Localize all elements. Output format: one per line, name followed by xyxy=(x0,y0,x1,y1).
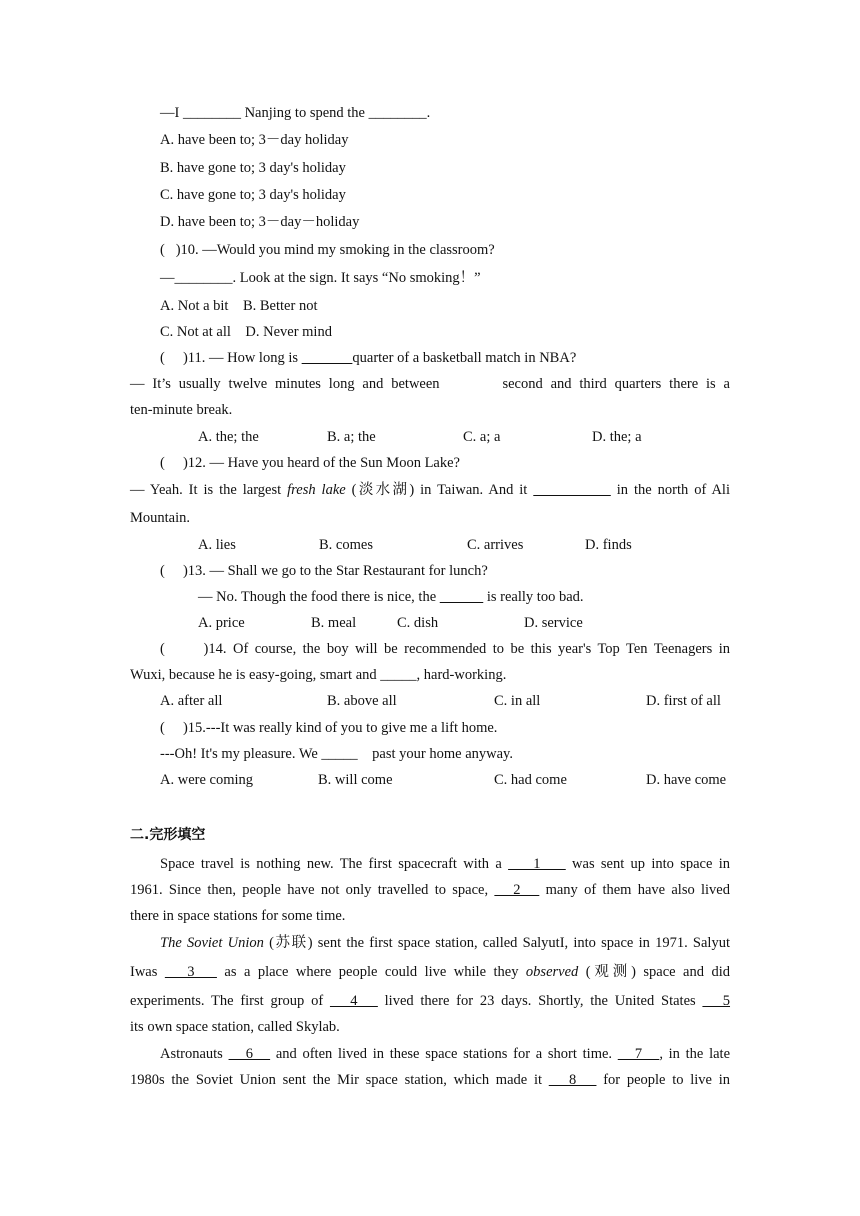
q13-option-d: D. service xyxy=(524,615,583,631)
q12-option-a: A. lies xyxy=(198,537,236,553)
q11-text-b: quarter of a basketball match in NBA? xyxy=(352,350,577,366)
q12-reply-cont: Mountain. xyxy=(130,510,191,526)
blank-8: 8 xyxy=(548,1072,597,1088)
blank-5: 5 xyxy=(702,993,731,1009)
q9-option-a: A. have been to; 3－day holiday xyxy=(160,132,349,148)
q12-text-a: — Yeah. It is the largest xyxy=(130,482,288,498)
q14-option-a: A. after all xyxy=(160,693,223,709)
para2-italic-soviet: The Soviet Union xyxy=(160,935,264,951)
q11-question xyxy=(160,349,576,367)
q12-question: ( )12. — Have you heard of the Sun Moon Lake? xyxy=(160,455,460,471)
para2-line3 xyxy=(130,992,730,1010)
para1-line3: there in space stations for some time. xyxy=(130,908,346,924)
q13-option-a: A. price xyxy=(198,615,245,631)
para3-text-d: 1980s the Soviet Union sent the Mir space station, which made it xyxy=(130,1072,549,1088)
para3-text-e: for people to live in xyxy=(596,1072,731,1088)
para1-line1 xyxy=(130,855,730,873)
q11-blank xyxy=(302,350,353,366)
section-heading: 二.完形填空 xyxy=(130,827,206,843)
q15-question: ( )15.---It was really kind of you to give me a lift home. xyxy=(160,720,498,736)
q9-option-b: B. have gone to; 3 day's holiday xyxy=(160,160,346,176)
q13-option-b: B. meal xyxy=(311,615,357,631)
blank-2: 2 xyxy=(494,882,540,898)
para2-text-e: experiments. The first group of xyxy=(130,993,330,1009)
q15-option-a: A. were coming xyxy=(160,772,254,788)
q9-option-c: C. have gone to; 3 day's holiday xyxy=(160,187,346,203)
q15-reply: ---Oh! It's my pleasure. We _____ past your home anyway. xyxy=(160,746,513,762)
q13-option-c: C. dish xyxy=(397,615,439,631)
para2-line4: its own space station, called Skylab. xyxy=(130,1019,340,1035)
para2-text-c: as a place where people could live while they xyxy=(216,964,526,980)
q15-option-b: B. will come xyxy=(318,772,393,788)
blank-1: 1 xyxy=(508,856,566,872)
q10-options-row2: C. Not at all D. Never mind xyxy=(160,324,332,340)
q14-question: ( )14. Of course, the boy will be recommended to be this year's Top Ten Teenagers in xyxy=(160,641,730,657)
blank-6: 6 xyxy=(228,1046,271,1062)
q12-reply xyxy=(130,481,730,499)
q14-option-d: D. first of all xyxy=(646,693,721,709)
para1-text-d: many of them have also lived xyxy=(539,882,730,898)
q9-option-d: D. have been to; 3－day－holiday xyxy=(160,214,360,230)
para2-text-b: Iwas xyxy=(130,964,165,980)
q12-text-italic: fresh lake xyxy=(287,482,346,498)
q11-reply: — It’s usually twelve minutes long and between second and third quarters there is a xyxy=(130,376,730,392)
q11-option-c: C. a; a xyxy=(463,429,501,445)
q13-reply xyxy=(198,588,584,606)
q13-text-a: — No. Though the food there is nice, the xyxy=(198,589,440,605)
q15-option-c: C. had come xyxy=(494,772,567,788)
para2-line1 xyxy=(130,934,730,952)
q11-reply-cont: ten-minute break. xyxy=(130,402,233,418)
q14-question-cont: Wuxi, because he is easy-going, smart and _____, hard-working. xyxy=(130,667,507,683)
para3-text-b: and often lived in these space stations for a short time. xyxy=(270,1046,618,1062)
para2-italic-observed: observed xyxy=(525,964,579,980)
q13-text-b: is really too bad. xyxy=(483,589,584,605)
q10-options-row1: A. Not a bit B. Better not xyxy=(160,298,318,314)
q10-reply: —________. Look at the sign. It says “No smoking！” xyxy=(160,270,481,286)
para1-line2 xyxy=(130,881,730,899)
para2-text-d: (观测) space and did xyxy=(578,964,730,980)
blank-4: 4 xyxy=(329,993,378,1009)
q11-text-a: ( )11. — How long is xyxy=(160,350,302,366)
para2-line2 xyxy=(130,963,730,981)
para2-text-a: (苏联) sent the first space station, called SalyutI, into space in 1971. Salyut xyxy=(263,935,730,951)
q13-blank xyxy=(440,589,484,605)
blank-7: 7 xyxy=(617,1046,660,1062)
para3-line2 xyxy=(130,1071,730,1089)
q12-blank xyxy=(533,482,610,498)
q11-option-d: D. the; a xyxy=(592,429,642,445)
para2-text-f: lived there for 23 days. Shortly, the United States xyxy=(377,993,703,1009)
q12-text-b: (淡水湖) in Taiwan. And it xyxy=(345,482,534,498)
blank-3: 3 xyxy=(164,964,217,980)
q13-question: ( )13. — Shall we go to the Star Restaurant for lunch? xyxy=(160,563,488,579)
para1-text-c: 1961. Since then, people have not only travelled to space, xyxy=(130,882,495,898)
q10-question: ( )10. —Would you mind my smoking in the classroom? xyxy=(160,242,495,258)
para1-text-a: Space travel is nothing new. The first spacecraft with a xyxy=(160,856,509,872)
para3-text-c: , in the late xyxy=(659,1046,731,1062)
q14-option-c: C. in all xyxy=(494,693,541,709)
q12-option-c: C. arrives xyxy=(467,537,524,553)
para1-text-b: was sent up into space in xyxy=(565,856,731,872)
q15-option-d: D. have come xyxy=(646,772,727,788)
q9-line: —I ________ Nanjing to spend the ________. xyxy=(160,105,431,121)
q12-option-b: B. comes xyxy=(319,537,373,553)
q12-option-d: D. finds xyxy=(585,537,632,553)
q11-option-a: A. the; the xyxy=(198,429,259,445)
q12-text-c: in the north of Ali xyxy=(610,482,730,498)
q14-option-b: B. above all xyxy=(327,693,397,709)
para3-text-a: Astronauts xyxy=(160,1046,229,1062)
q11-option-b: B. a; the xyxy=(327,429,376,445)
para3-line1 xyxy=(130,1045,730,1063)
